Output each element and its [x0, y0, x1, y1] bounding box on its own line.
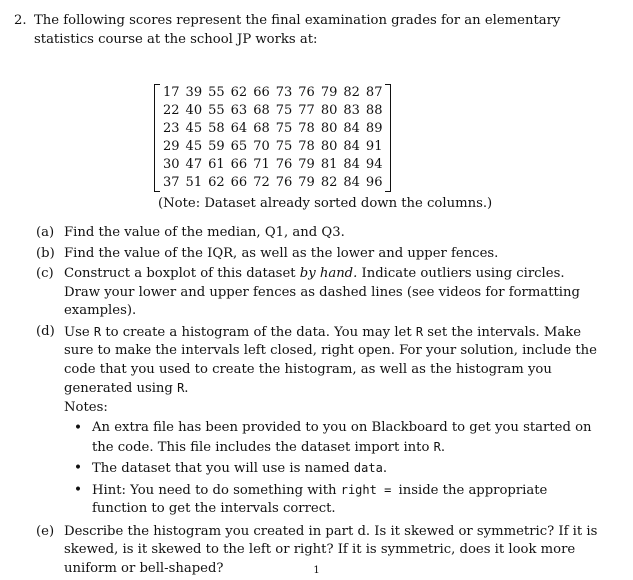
note-item-3 — [64, 481, 604, 519]
matrix-cell: 89 — [365, 121, 383, 136]
matrix-cell: 30 — [163, 157, 180, 172]
matrix-cell: 29 — [163, 139, 180, 154]
matrix-cell: 17 — [163, 85, 180, 100]
note-1-post: . — [440, 439, 446, 455]
problem-2 — [14, 12, 614, 49]
problem-number: 2. — [14, 13, 27, 28]
matrix-cell: 79 — [320, 85, 338, 100]
matrix-cell: 63 — [230, 103, 248, 118]
part-d — [36, 323, 604, 521]
part-c-text-post: Indicate outliers using circles. Draw your lower and upper fences as dashed lines (see videos for formatting examples). — [64, 266, 580, 318]
matrix-cell: 76 — [275, 175, 293, 190]
matrix-cell: 47 — [185, 157, 203, 172]
matrix-row — [160, 102, 385, 120]
code-r-4: R — [433, 439, 441, 454]
scores-matrix-table — [160, 84, 385, 192]
matrix-left-bracket — [154, 84, 160, 192]
code-right-equals: right = — [340, 482, 399, 497]
part-b-text: Find the value of the IQR, as well as the lower and upper fences. — [64, 245, 499, 261]
dataset-note: (Note: Dataset already sorted down the columns.) — [158, 196, 493, 211]
problem-intro: The following scores represent the final examination grades for an elementary statistics course at the school JP works at: — [34, 13, 561, 47]
matrix-cell: 55 — [208, 85, 225, 100]
matrix-cell: 45 — [185, 139, 203, 154]
note-1-pre: An extra file has been provided to you on Blackboard to get you started on the code. This file includes the dataset import into — [92, 420, 592, 455]
part-d-text — [64, 323, 604, 399]
bullet-icon: • — [73, 481, 83, 498]
part-e-text: Describe the histogram you created in part d. Is it skewed or symmetric? If it is skewed, is it skewed to the left or right? If it is symmetric, does it look more uniform or bell-shaped? — [64, 523, 598, 576]
matrix-cell: 72 — [253, 175, 270, 190]
question-parts — [36, 224, 604, 580]
matrix-cell: 71 — [253, 157, 270, 172]
matrix-cell: 75 — [275, 139, 293, 154]
matrix-cell: 77 — [298, 103, 315, 118]
note-3-pre: Hint: You need to do something with — [92, 482, 341, 498]
matrix-cell: 84 — [343, 139, 360, 154]
matrix-cell: 81 — [320, 157, 338, 172]
matrix-cell: 84 — [343, 175, 360, 190]
matrix-cell: 79 — [298, 157, 315, 172]
part-d-t1: Use — [64, 324, 94, 340]
matrix-cell: 91 — [365, 139, 383, 154]
part-e-label: (e) — [36, 523, 55, 539]
matrix-cell: 40 — [185, 103, 203, 118]
part-a-text: Find the value of the median, Q1, and Q3. — [64, 225, 345, 240]
matrix-row — [160, 120, 385, 138]
matrix-cell: 68 — [253, 121, 270, 136]
matrix-cell: 39 — [185, 85, 203, 100]
note-item-1 — [64, 419, 604, 457]
part-b-label: (b) — [36, 245, 55, 261]
matrix-cell: 22 — [163, 103, 180, 118]
matrix-cell: 82 — [343, 85, 360, 100]
matrix-cell: 87 — [365, 85, 383, 100]
matrix-cell: 66 — [230, 157, 248, 172]
part-c — [36, 265, 604, 321]
matrix-right-bracket — [385, 84, 391, 192]
matrix-cell: 80 — [320, 121, 338, 136]
matrix-cell: 61 — [208, 157, 225, 172]
matrix-cell: 58 — [208, 121, 225, 136]
notes-label: Notes: — [64, 399, 108, 415]
matrix-cell: 76 — [298, 85, 315, 100]
note-3-post: inside the appropriate function to get the intervals correct. — [92, 482, 548, 516]
matrix-row — [160, 84, 385, 102]
part-c-label: (c) — [36, 266, 54, 281]
note-2-post: . — [382, 461, 388, 476]
part-d-t2: to create a histogram of the data. You may let — [101, 324, 416, 340]
code-r-1: R — [93, 324, 102, 339]
notes-list — [64, 419, 604, 519]
problem-header — [14, 12, 614, 49]
matrix-row — [160, 138, 385, 156]
page-number: 1 — [313, 565, 320, 576]
matrix-cell: 75 — [275, 121, 293, 136]
matrix-cell: 79 — [298, 175, 315, 190]
matrix-cell: 62 — [208, 175, 225, 190]
code-r-3: R — [177, 381, 185, 395]
matrix-cell: 66 — [230, 175, 248, 190]
matrix-cell: 94 — [365, 157, 383, 172]
matrix-cell: 45 — [185, 121, 203, 136]
part-d-t4: . — [184, 381, 189, 396]
matrix-cell: 88 — [365, 103, 383, 118]
matrix-cell: 64 — [230, 121, 248, 136]
matrix-cell: 62 — [230, 85, 248, 100]
bullet-icon: • — [73, 420, 83, 436]
part-d-t3: set the intervals. Make sure to make the intervals left closed, right open. For your solution, include the code that you used to create the histogram, as well as the histogram you generated using — [64, 324, 597, 396]
matrix-cell: 82 — [320, 175, 338, 190]
part-c-text — [64, 265, 604, 321]
matrix-cell: 51 — [185, 175, 203, 190]
matrix-cell: 78 — [298, 121, 315, 136]
matrix-cell: 83 — [343, 103, 360, 118]
part-d-body — [64, 323, 604, 521]
matrix-cell: 84 — [343, 157, 360, 172]
matrix-cell: 80 — [320, 139, 338, 154]
part-b — [36, 245, 604, 264]
matrix-cell: 59 — [208, 139, 225, 154]
code-data: data — [353, 461, 383, 475]
note-2-pre: The dataset that you will use is named — [92, 461, 354, 476]
matrix-cell: 96 — [365, 175, 383, 190]
part-a-label: (a) — [36, 225, 55, 240]
matrix-cell: 84 — [343, 121, 360, 136]
matrix-cell: 66 — [253, 85, 270, 100]
matrix-cell: 73 — [275, 85, 293, 100]
part-c-emphasis: by hand. — [299, 266, 358, 281]
matrix-cell: 37 — [163, 175, 180, 190]
matrix-cell: 76 — [275, 157, 293, 172]
matrix-cell: 68 — [253, 103, 270, 118]
bullet-icon: • — [73, 460, 83, 476]
scores-matrix — [160, 84, 385, 192]
code-r-2: R — [415, 324, 424, 339]
matrix-cell: 23 — [163, 121, 180, 136]
matrix-cell: 75 — [275, 103, 293, 118]
matrix-cell: 65 — [230, 139, 248, 154]
matrix-row — [160, 156, 385, 174]
matrix-row — [160, 174, 385, 192]
part-a — [36, 224, 604, 243]
matrix-cell: 78 — [298, 139, 315, 154]
part-d-label: (d) — [36, 323, 55, 339]
note-item-2 — [64, 459, 604, 479]
matrix-cell: 80 — [320, 103, 338, 118]
matrix-cell: 55 — [208, 103, 225, 118]
part-c-text-pre: Construct a boxplot of this dataset — [64, 266, 300, 281]
matrix-cell: 70 — [253, 139, 270, 154]
